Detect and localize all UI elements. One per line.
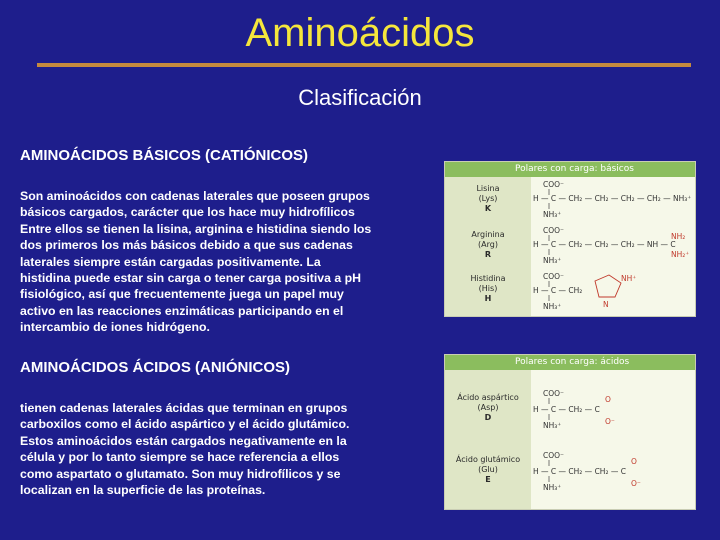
aa-abbr: (Lys) (478, 194, 498, 203)
text-line: dos primeros los más básicos debido a que sus cadenas (20, 238, 353, 253)
title-divider (37, 63, 691, 67)
aa-label-histidine (447, 274, 529, 304)
aa-abbr: (His) (478, 284, 498, 293)
basic-structures-drawing (533, 177, 693, 315)
aa-abbr: (Asp) (477, 403, 499, 412)
aa-name: Arginina (471, 230, 505, 239)
svg-text:COO⁻: COO⁻ (543, 226, 565, 235)
svg-text:NH₃⁺: NH₃⁺ (543, 483, 562, 492)
svg-text:NH₂⁺: NH₂⁺ (671, 250, 690, 259)
svg-text:NH₃⁺: NH₃⁺ (543, 210, 562, 219)
svg-text:NH₂: NH₂ (671, 232, 686, 241)
section-text-basic (20, 188, 425, 336)
text-line: Entre ellos se tienen la lisina, arginina e histidina siendo los (20, 221, 372, 236)
svg-text:H — C — CH₂ — CH₂ — CH₂ — CH₂: H — C — CH₂ — CH₂ — CH₂ — CH₂ — NH₃⁺ (533, 194, 692, 203)
aa-code: D (484, 413, 492, 422)
text-line: intercambio de iones hidrógeno. (20, 320, 210, 335)
svg-text:COO⁻: COO⁻ (543, 272, 565, 281)
aa-label-aspartic-acid (447, 393, 529, 423)
text-line: tienen cadenas laterales ácidas que terminan en grupos (20, 401, 348, 415)
text-line: laterales siempre están cargadas positivamente. La (20, 254, 321, 269)
svg-text:H — C — CH₂ — C: H — C — CH₂ — C (533, 405, 600, 414)
aa-name: Lisina (476, 184, 500, 193)
svg-text:NH₃⁺: NH₃⁺ (543, 302, 562, 311)
aa-name: Ácido aspártico (457, 393, 519, 402)
basic-amino-acids-figure (444, 161, 696, 317)
text-line: activo en las reacciones enzimáticas participando en el (20, 303, 344, 318)
svg-text:O: O (605, 395, 611, 404)
acidic-structures-drawing (533, 370, 693, 508)
svg-text:COO⁻: COO⁻ (543, 451, 565, 460)
text-line: Son aminoácidos con cadenas laterales que poseen grupos (20, 189, 370, 203)
svg-text:COO⁻: COO⁻ (543, 389, 565, 398)
svg-text:COO⁻: COO⁻ (543, 180, 565, 189)
svg-text:NH₃⁺: NH₃⁺ (543, 421, 562, 430)
aa-abbr: (Arg) (478, 240, 498, 249)
aa-name: Ácido glutámico (455, 455, 521, 464)
aa-label-lysine (447, 184, 529, 214)
section-heading-basic: AMINOÁCIDOS BÁSICOS (CATIÓNICOS) (20, 147, 309, 164)
aa-name: Histidina (470, 274, 506, 283)
text-line: localizan en la superficie de las proteínas. (20, 483, 266, 498)
svg-text:NH₃⁺: NH₃⁺ (543, 256, 562, 265)
aa-code: H (484, 294, 492, 303)
aa-abbr: (Glu) (478, 465, 498, 474)
svg-text:H — C — CH₂: H — C — CH₂ (533, 286, 583, 295)
slide-title: Aminoácidos (245, 11, 475, 55)
svg-text:H — C — CH₂ — CH₂ — CH₂ — NH —: H — C — CH₂ — CH₂ — CH₂ — NH — C (533, 240, 676, 249)
text-line: célula y por lo tanto siempre se hace referencia a ellos (20, 450, 340, 465)
slide-subtitle: Clasificación (298, 85, 422, 110)
figure-header-basic: Polares con carga: básicos (445, 162, 695, 177)
svg-text:O: O (631, 457, 637, 466)
text-line: carboxilos como el ácido aspártico y el ácido glutámico. (20, 417, 350, 432)
acidic-amino-acids-figure (444, 354, 696, 510)
svg-text:O⁻: O⁻ (605, 417, 615, 426)
text-line: histidina puede estar sin carga o tener carga positiva a pH (20, 271, 362, 286)
aa-code: E (485, 475, 491, 484)
svg-text:NH⁺: NH⁺ (621, 274, 637, 283)
section-text-acidic (20, 400, 425, 498)
aa-label-arginine (447, 230, 529, 260)
figure-header-acidic: Polares con carga: ácidos (445, 355, 695, 370)
label-column (445, 370, 531, 509)
aa-code: K (484, 204, 492, 213)
svg-text:O⁻: O⁻ (631, 479, 641, 488)
text-line: como aspartato o glutamato. Son muy hidrofílicos y se (20, 466, 341, 481)
text-line: fisiológico, así que frecuentemente juega un papel muy (20, 287, 344, 302)
svg-text:H — C — CH₂ — CH₂ — C: H — C — CH₂ — CH₂ — C (533, 467, 626, 476)
section-heading-acidic: AMINOÁCIDOS ÁCIDOS (ANIÓNICOS) (20, 359, 290, 376)
text-line: básicos cargados, carácter que los hace muy hidrofílicos (20, 205, 355, 220)
aa-label-glutamic-acid (447, 455, 529, 485)
svg-text:N: N (603, 300, 609, 309)
text-line: Estos aminoácidos están cargados negativamente en la (20, 433, 347, 448)
aa-code: R (484, 250, 492, 259)
